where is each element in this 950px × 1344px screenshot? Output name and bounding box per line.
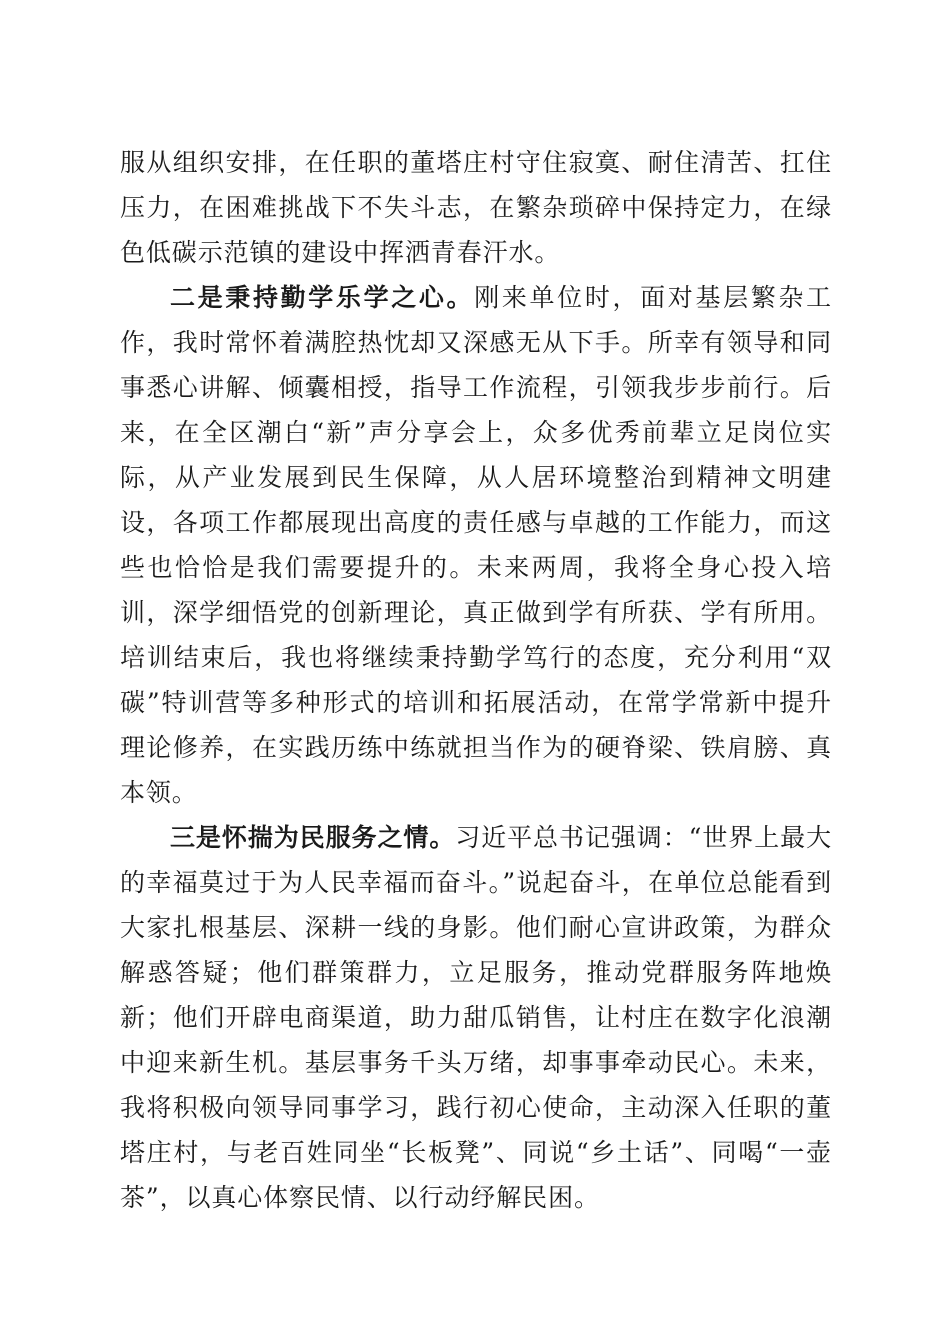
paragraph-text: 习近平总书记强调：“世界上最大的幸福莫过于为人民幸福而奋斗。”说起奋斗，在单位总能看到大家扎根基层、深耕一线的身影。他们耐心宣讲政策，为群众解惑答疑；他们群策群力，立足服务，推动党群服务阵地焕新；他们开辟电商渠道，助力甜瓜销售，让村庄在数字化浪潮中迎来新生机。基层事务千头万绪，却事事牵动民心。未来，我将积极向领导同事学习，践行初心使命，主动深入任职的董塔庄村，与老百姓同坐“长板凳”、同说“乡土话”、同喝“一壶茶”，以真心体察民情、以行动纾解民困。	[120, 823, 832, 1212]
paragraph-text: 服从组织安排，在任职的董塔庄村守住寂寞、耐住清苦、扛住压力，在困难挑战下不失斗志，在繁杂琐碎中保持定力，在绿色低碳示范镇的建设中挥洒青春汗水。	[120, 148, 832, 267]
paragraph-serve-people	[120, 815, 832, 1220]
paragraph-lead-heading: 三是怀揣为民服务之情。	[170, 823, 456, 852]
document-body	[120, 140, 832, 1220]
paragraph-text: 刚来单位时，面对基层繁杂工作，我时常怀着满腔热忱却又深感无从下手。所幸有领导和同事悉心讲解、倾囊相授，指导工作流程，引领我步步前行。后来，在全区潮白“新”声分享会上，众多优秀前辈立足岗位实际，从产业发展到民生保障，从人居环境整治到精神文明建设，各项工作都展现出高度的责任感与卓越的工作能力，而这些也恰恰是我们需要提升的。未来两周，我将全身心投入培训，深学细悟党的创新理论，真正做到学有所获、学有所用。培训结束后，我也将继续秉持勤学笃行的态度，充分利用“双碳”特训营等多种形式的培训和拓展活动，在常学常新中提升理论修养，在实践历练中练就担当作为的硬脊梁、铁肩膀、真本领。	[120, 283, 832, 807]
paragraph-diligent-study	[120, 275, 832, 815]
paragraph-continuation	[120, 140, 832, 275]
paragraph-lead-heading: 二是秉持勤学乐学之心。	[170, 283, 475, 312]
